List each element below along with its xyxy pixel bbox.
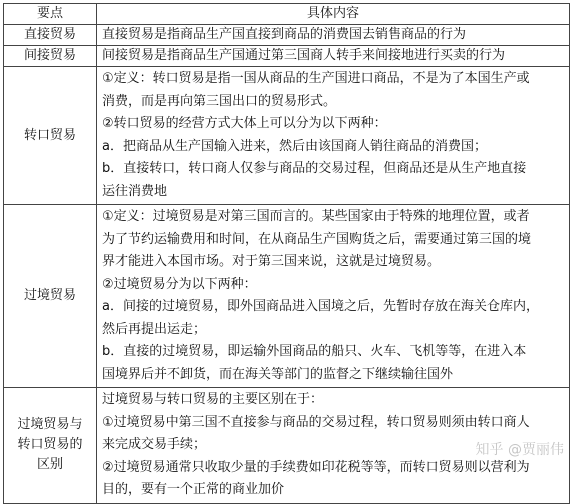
- content-line: a．间接的过境贸易，即外国商品进入国境之后，先暂时存放在海关仓库内，: [102, 299, 539, 314]
- content-line: ②过境贸易分为以下两种：: [102, 276, 257, 292]
- row-content: [97, 25, 570, 46]
- content-line: ①过境贸易中第三国不直接参与商品的交易过程，转口贸易则须由转口商人: [102, 414, 530, 430]
- content-line: 然后再提出运走；: [102, 321, 207, 337]
- row-content: [97, 388, 570, 504]
- row-key-line: 区别: [36, 457, 63, 473]
- row-key-line: 过境贸易与: [17, 417, 83, 433]
- content-line: 消费，而是再向第三国出口的贸易形式。: [102, 93, 337, 109]
- content-table: [3, 3, 570, 504]
- content-line: 国境界后并不卸货，而在海关等部门的监督之下继续输往国外: [102, 366, 454, 382]
- content-line: 过境贸易与转口贸易的主要区别在于：: [102, 392, 324, 407]
- content-line: 目的，要有一个正常的商业加价: [102, 482, 285, 497]
- content-line: 间接贸易是指商品生产国通过第三国商人转手来间接地进行买卖的行为: [102, 48, 506, 63]
- row-key: [4, 388, 97, 504]
- content-line: ①定义：过境贸易是对第三国而言的。某些国家由于特殊的地理位置，或者: [102, 209, 530, 224]
- content-line: 运往消费地: [102, 183, 168, 199]
- content-line: ②转口贸易的经营方式大体上可以分为以下两种：: [102, 116, 387, 131]
- content-line: 为了节约运输费用和时间，在从商品生产国购货之后，需要通过第三国的境: [102, 231, 532, 247]
- header-cell-key: 要点: [4, 4, 97, 25]
- content-line: 直接贸易是指商品生产国直接到商品的消费国去销售商品的行为: [102, 27, 467, 42]
- table-row: [4, 46, 570, 67]
- row-content: [97, 46, 570, 67]
- content-line: b．直接的过境贸易，即运输外国商品的船只、火车、飞机等等，在进入本: [102, 344, 527, 359]
- row-key: 过境贸易: [4, 205, 97, 388]
- content-line: 来完成交易手续；: [102, 437, 207, 452]
- row-key: 间接贸易: [4, 46, 97, 67]
- row-key-line: 转口贸易的: [17, 437, 83, 453]
- row-key: 直接贸易: [4, 25, 97, 46]
- header-cell-content: 具体内容: [97, 4, 570, 25]
- content-line: b．直接转口，转口商人仅参与商品的交易过程，但商品还是从生产地直接: [102, 161, 527, 176]
- row-content: [97, 205, 570, 388]
- table-row: [4, 25, 570, 46]
- table-row: [4, 388, 570, 504]
- row-key: 转口贸易: [4, 67, 97, 205]
- content-line: a．把商品从生产国输入进来，然后由该国商人销往商品的消费国；: [102, 138, 487, 154]
- content-line: 界才能进入本国市场。对于第三国来说，这就是过境贸易。: [102, 254, 441, 269]
- content-line: ②过境贸易通常只收取少量的手续费如印花税等等，而转口贸易则以营利为: [102, 459, 530, 475]
- content-line: ①定义：转口贸易是指一国从商品的生产国进口商品，不是为了本国生产或: [102, 71, 530, 86]
- watermark: 知乎 @贾丽伟: [475, 442, 564, 458]
- table-row: [4, 67, 570, 205]
- header-row: [4, 4, 570, 25]
- row-content: [97, 67, 570, 205]
- table-row: [4, 205, 570, 388]
